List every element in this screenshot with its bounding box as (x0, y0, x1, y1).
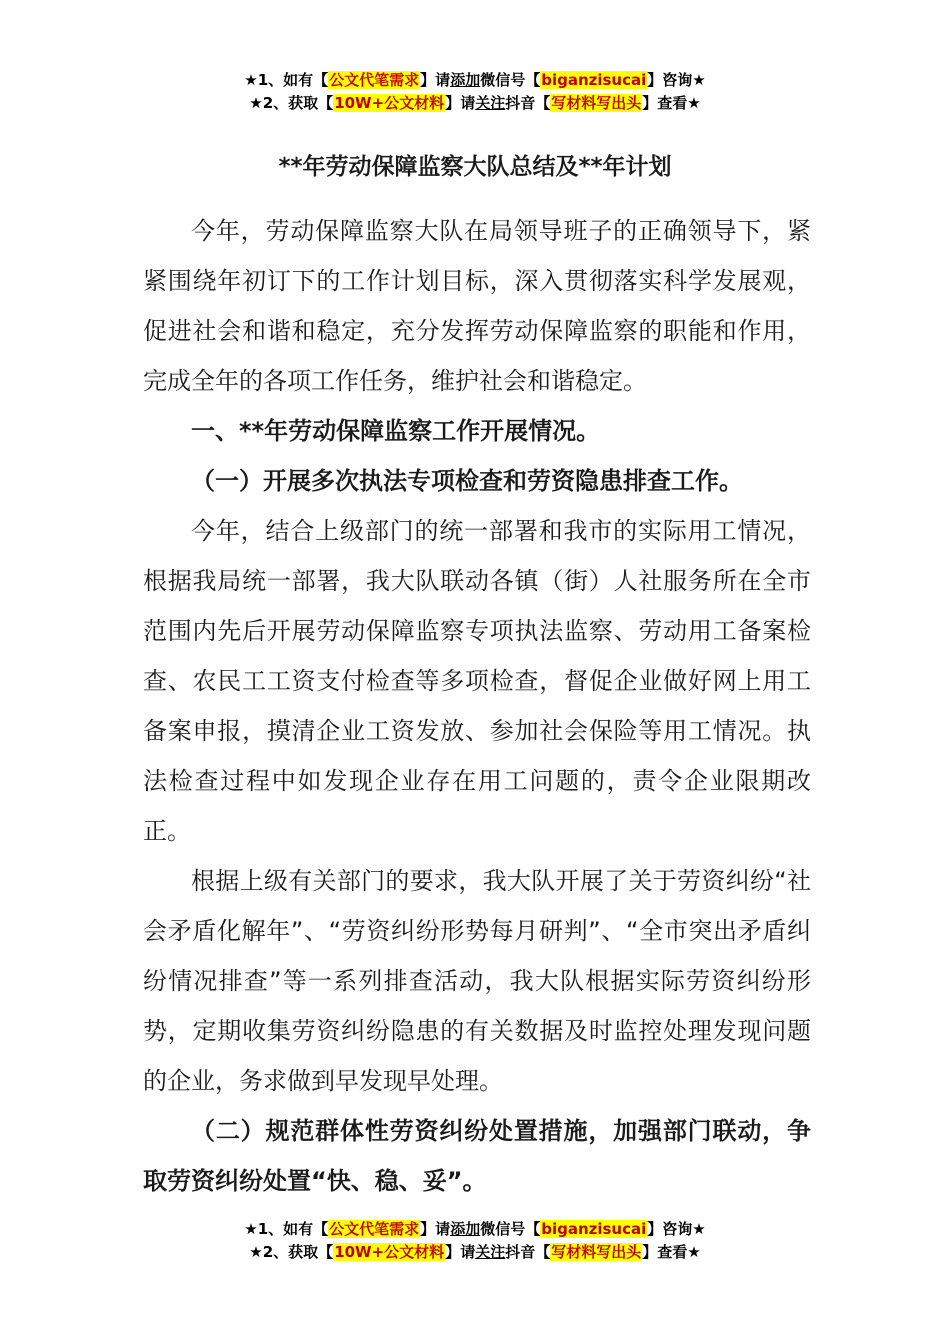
banner-highlight: 公文代笔需求 (329, 71, 420, 89)
banner-highlight-douyin-id: 写材料写出头 (551, 94, 642, 112)
banner-text: 】请 (445, 94, 476, 112)
banner-text: ★1、如有【 (244, 1220, 329, 1238)
paragraph-intro: 今年，劳动保障监察大队在局领导班子的正确领导下，紧紧围绕年初订下的工作计划目标，深入贯彻落实科学发展观，促进社会和谐和稳定，充分发挥劳动保障监察的职能和作用，完成全年的各项工作任务，维护社会和谐稳定。 (143, 217, 811, 395)
document-body (143, 206, 811, 1206)
subsection-heading-1: （一）开展多次执法专项检查和劳资隐患排查工作。 (191, 467, 743, 495)
banner-text: 】查看★ (642, 94, 701, 112)
banner-line-1 (0, 69, 950, 92)
subsection-heading-2: （二）规范群体性劳资纠纷处置措施，加强部门联动，争取劳资纠纷处置“快、稳、妥”。 (143, 1117, 811, 1195)
banner-highlight: 10W+公文材料 (334, 1243, 445, 1261)
footer-banner (0, 1218, 950, 1264)
banner-text: ★2、获取【 (249, 1243, 334, 1261)
banner-underlined: 添加 (450, 1220, 481, 1238)
banner-line-2 (0, 1241, 950, 1264)
banner-line-2 (0, 92, 950, 115)
banner-text: ★1、如有【 (244, 71, 329, 89)
banner-text: 】咨询★ (647, 71, 706, 89)
banner-highlight-douyin-id: 写材料写出头 (551, 1243, 642, 1261)
banner-text: 】查看★ (642, 1243, 701, 1261)
banner-text: 】请 (420, 71, 451, 89)
paragraph-inspections: 今年，结合上级部门的统一部署和我市的实际用工情况，根据我局统一部署，我大队联动各镇（街）人社服务所在全市范围内先后开展劳动保障监察专项执法监察、劳动用工备案检查、农民工工资支付检查等多项检查，督促企业做好网上用工备案申报，摸清企业工资发放、参加社会保险等用工情况。执法检查过程中如发现企业存在用工问题的，责令企业限期改正。 (143, 517, 811, 845)
banner-text: 抖音【 (505, 1243, 551, 1261)
banner-text: 抖音【 (505, 94, 551, 112)
banner-text: ★2、获取【 (249, 94, 334, 112)
banner-highlight-wechat-id: biganzisucai (541, 71, 647, 89)
banner-highlight: 10W+公文材料 (334, 94, 445, 112)
banner-highlight: 公文代笔需求 (329, 1220, 420, 1238)
banner-text: 微信号【 (480, 71, 541, 89)
paragraph-screening: 根据上级有关部门的要求，我大队开展了关于劳资纠纷“社会矛盾化解年”、“劳资纠纷形势每月研判”、“全市突出矛盾纠纷情况排查”等一系列排查活动，我大队根据实际劳资纠纷形势，定期收集劳资纠纷隐患的有关数据及时监控处理发现问题的企业，务求做到早发现早处理。 (143, 867, 811, 1095)
banner-underlined: 关注 (475, 94, 506, 112)
section-heading-1: 一、**年劳动保障监察工作开展情况。 (191, 417, 601, 445)
banner-text: 微信号【 (480, 1220, 541, 1238)
banner-text: 】咨询★ (647, 1220, 706, 1238)
banner-underlined: 添加 (450, 71, 481, 89)
banner-text: 】请 (445, 1243, 476, 1261)
banner-underlined: 关注 (475, 1243, 506, 1261)
banner-highlight-wechat-id: biganzisucai (541, 1220, 647, 1238)
header-banner (0, 69, 950, 115)
document-title: **年劳动保障监察大队总结及**年计划 (278, 154, 672, 180)
banner-line-1 (0, 1218, 950, 1241)
banner-text: 】请 (420, 1220, 451, 1238)
